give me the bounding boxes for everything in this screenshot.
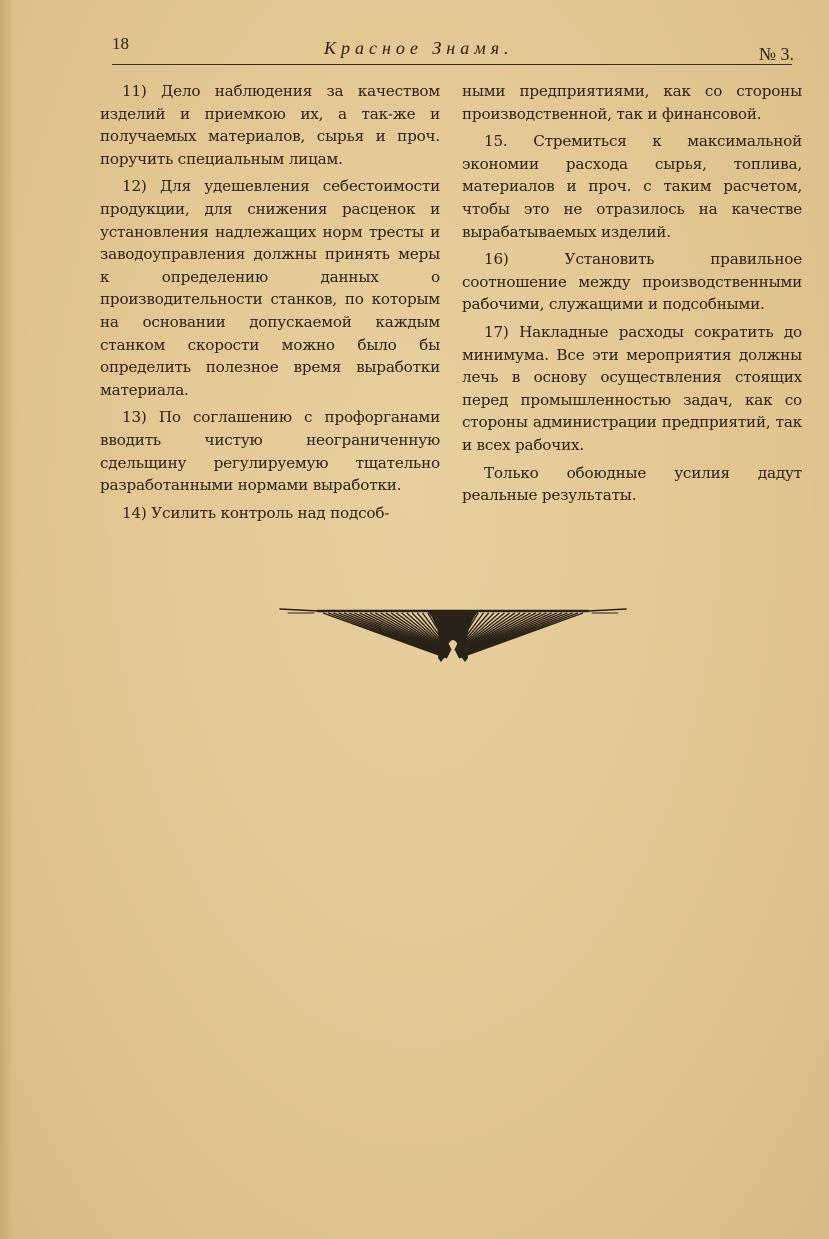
closing-paragraph: Только обоюдные усилия дадут реальные результаты. (462, 463, 802, 505)
journal-title: Красное Знамя. (324, 38, 514, 58)
paragraph-14-start: 14) Усилить контроль над подсоб- (122, 503, 390, 522)
paragraph-17: 17) Накладные расходы сократить до минимума. Все эти мероприятия должны лечь в основу осуществления стоящих перед промышленностью задач, как со стороны администрации предприятий, так и всех рабочих. (462, 322, 802, 454)
left-column (100, 80, 440, 529)
paragraph-13: 13) По соглашению с профорганами вводить чистую неограниченную сдельщину регулируемую тщательно разработанными нормами выработки. (100, 408, 440, 495)
right-column (462, 80, 802, 512)
paragraph-12: 12) Для удешевления себестоимости продукции, для снижения расценок и установления надлежащих норм тресты и заводоуправления должны принять меры к определению данных о производительности станков, по которым на основании допускаемой каждым станком скорости можно было бы определить полезное время выработки материала. (100, 177, 440, 399)
issue-number: № 3. (758, 44, 794, 64)
paragraph-15: 15. Стремиться к максимальной экономии расхода сырья, топлива, материалов и проч. с таким расчетом, чтобы это не отразилось на качестве вырабатываемых изделий. (462, 132, 802, 241)
paragraph-11: 11) Дело наблюдения за качеством изделий и приемкою их, а так-же и получаемых материалов, сырья и проч. поручить специальным лицам. (100, 82, 440, 168)
page-number: 18 (112, 34, 129, 53)
paragraph-16: 16) Установить правильное соотношение между производственными рабочими, служащими и подсобными. (462, 250, 802, 314)
ornament-divider-icon (278, 600, 628, 670)
page-header (112, 30, 802, 70)
paragraph-14-continuation: ными предприятиями, как со стороны производственной, так и финансовой. (462, 82, 802, 123)
header-rule (112, 64, 792, 65)
